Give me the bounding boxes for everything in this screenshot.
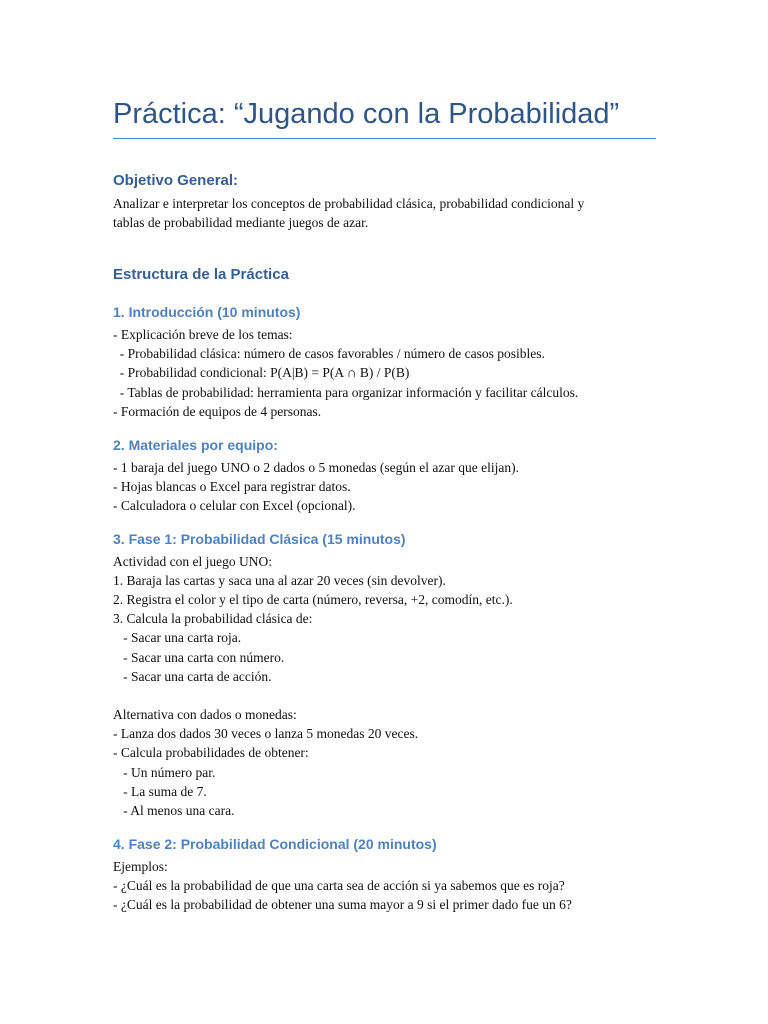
section-line: - ¿Cuál es la probabilidad de que una carta sea de acción si ya sabemos que es roja? <box>113 878 565 893</box>
section-line: Alternativa con dados o monedas: <box>113 707 297 722</box>
section-heading: 4. Fase 2: Probabilidad Condicional (20 minutos) <box>113 836 437 852</box>
objetivo-line: tablas de probabilidad mediante juegos de azar. <box>113 215 369 230</box>
section-line: - Probabilidad clásica: número de casos favorables / número de casos posibles. <box>113 346 545 361</box>
section-line: - Sacar una carta roja. <box>113 630 242 645</box>
section-line: - Calculadora o celular con Excel (opcional). <box>113 498 356 513</box>
section-line: Actividad con el juego UNO: <box>113 554 272 569</box>
section-line: 3. Calcula la probabilidad clásica de: <box>113 611 313 626</box>
section-heading: 2. Materiales por equipo: <box>113 437 278 453</box>
section-line: - Formación de equipos de 4 personas. <box>113 404 322 419</box>
section-line: - Sacar una carta de acción. <box>113 669 272 684</box>
page-title: Práctica: “Jugando con la Probabilidad” <box>113 98 620 130</box>
section-line: - Un número par. <box>113 765 216 780</box>
section-line: - Sacar una carta con número. <box>113 650 285 665</box>
section-line: - La suma de 7. <box>113 784 207 799</box>
objetivo-line: Analizar e interpretar los conceptos de probabilidad clásica, probabilidad condicional y <box>113 196 585 211</box>
objetivo-heading: Objetivo General: <box>113 172 239 189</box>
section-heading: 1. Introducción (10 minutos) <box>113 304 301 320</box>
section-line: - Lanza dos dados 30 veces o lanza 5 monedas 20 veces. <box>113 726 419 741</box>
section-line: Ejemplos: <box>113 859 168 874</box>
section-line: - ¿Cuál es la probabilidad de obtener una suma mayor a 9 si el primer dado fue un 6? <box>113 897 572 912</box>
section-line: - Explicación breve de los temas: <box>113 327 293 342</box>
section-line: 2. Registra el color y el tipo de carta (número, reversa, +2, comodín, etc.). <box>113 592 513 607</box>
section-line: 1. Baraja las cartas y saca una al azar 20 veces (sin devolver). <box>113 573 446 588</box>
section-line: - Tablas de probabilidad: herramienta para organizar información y facilitar cálculos. <box>113 385 579 400</box>
title-underline <box>113 138 656 139</box>
section-line: - Probabilidad condicional: P(A|B) = P(A ∩ B) / P(B) <box>113 365 410 380</box>
section-line: - Al menos una cara. <box>113 803 235 818</box>
section-line: - Calcula probabilidades de obtener: <box>113 745 309 760</box>
section-heading: 3. Fase 1: Probabilidad Clásica (15 minutos) <box>113 531 406 547</box>
section-line: - Hojas blancas o Excel para registrar datos. <box>113 479 351 494</box>
estructura-heading: Estructura de la Práctica <box>113 266 289 283</box>
section-line: - 1 baraja del juego UNO o 2 dados o 5 monedas (según el azar que elijan). <box>113 460 519 475</box>
